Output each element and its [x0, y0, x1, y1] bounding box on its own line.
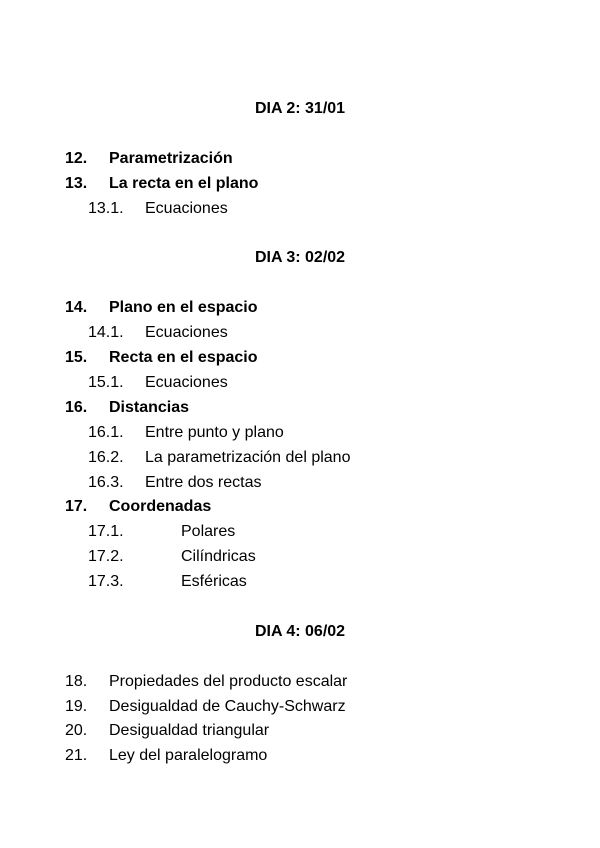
item-text: Ecuaciones [145, 324, 228, 341]
item-number: 15. [65, 349, 88, 366]
section-heading: DIA 4: 06/02 [254, 623, 346, 640]
item-number: 17.3. [88, 573, 124, 590]
item-number: 13.1. [88, 200, 124, 217]
item-text: La recta en el plano [109, 175, 259, 192]
item-text: Parametrización [109, 150, 233, 167]
item-text: Desigualdad de Cauchy-Schwarz [109, 698, 346, 715]
item-number: 21. [65, 747, 88, 764]
item-text: Polares [181, 523, 236, 540]
item-number: 16. [65, 399, 88, 416]
item-number: 13. [65, 175, 88, 192]
section-heading: DIA 3: 02/02 [254, 249, 346, 266]
item-text: Ley del paralelogramo [109, 747, 268, 764]
item-number: 12. [65, 150, 88, 167]
item-text: Entre punto y plano [145, 424, 284, 441]
item-text: Distancias [109, 399, 190, 416]
item-number: 16.1. [88, 424, 124, 441]
item-number: 15.1. [88, 374, 124, 391]
item-number: 19. [65, 698, 88, 715]
item-number: 16.2. [88, 449, 124, 466]
item-text: Propiedades del producto escalar [109, 673, 348, 690]
item-number: 14.1. [88, 324, 124, 341]
item-text: Coordenadas [109, 498, 212, 515]
item-text: Ecuaciones [145, 374, 228, 391]
item-text: Esféricas [181, 573, 247, 590]
item-number: 14. [65, 299, 88, 316]
item-number: 20. [65, 722, 88, 739]
item-text: Plano en el espacio [109, 299, 258, 316]
item-text: Cilíndricas [181, 548, 256, 565]
section-heading: DIA 2: 31/01 [254, 100, 346, 117]
item-text: Recta en el espacio [109, 349, 258, 366]
item-number: 16.3. [88, 474, 124, 491]
item-text: Entre dos rectas [145, 474, 262, 491]
item-number: 17.2. [88, 548, 124, 565]
item-text: Ecuaciones [145, 200, 228, 217]
item-text: La parametrización del plano [145, 449, 351, 466]
item-number: 18. [65, 673, 88, 690]
item-text: Desigualdad triangular [109, 722, 270, 739]
item-number: 17.1. [88, 523, 124, 540]
item-number: 17. [65, 498, 88, 515]
